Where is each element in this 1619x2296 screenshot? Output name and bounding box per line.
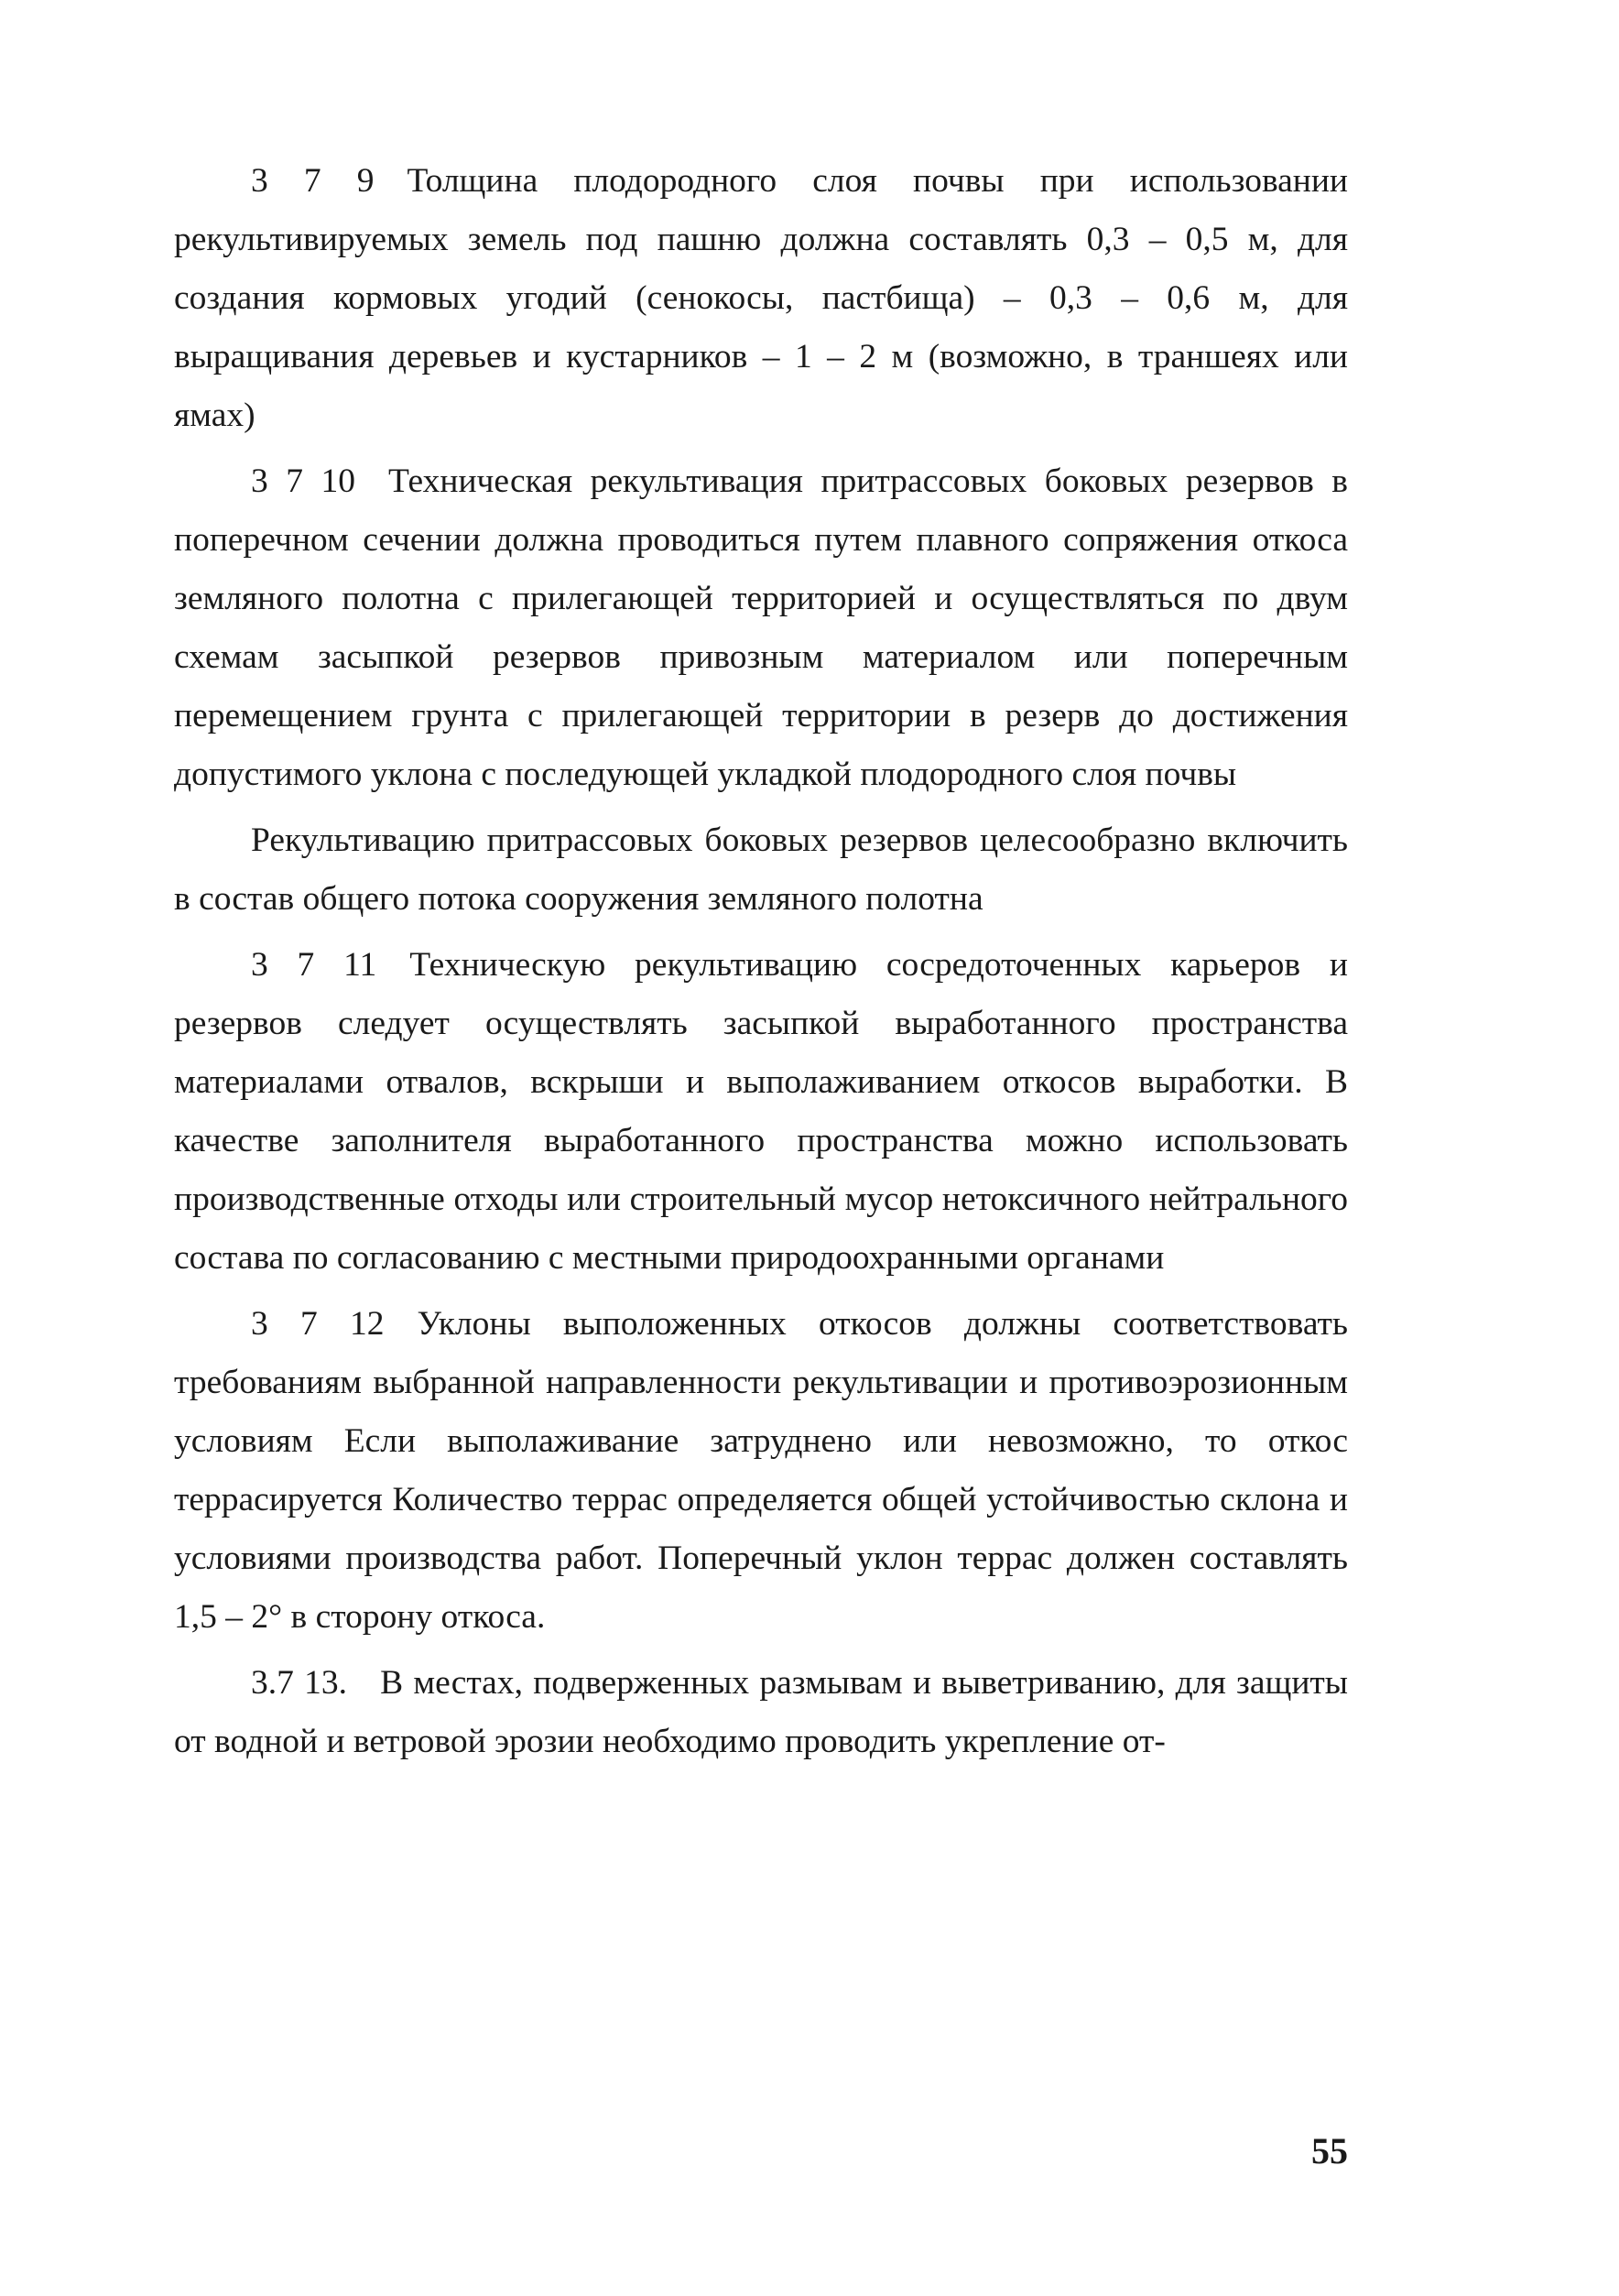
clause-number: 3.7 13.: [251, 1664, 348, 1702]
paragraph-text: Рекультивацию притрассовых боковых резервов целесообразно включить в состав общего потока сооружения земляного полотна: [174, 822, 1348, 918]
paragraph-text: Толщина плодородного слоя почвы при использовании рекультивируемых земель под пашню должна составлять 0,3 – 0,5 м, для создания кормовых угодий (сенокосы, пастбища) – 0,3 – 0,6 м, для выращивания деревьев и кустарников – 1 – 2 м (возможно, в траншеях или ямах): [174, 162, 1349, 434]
clause-number: 3 7 10: [251, 462, 356, 500]
page-number: 55: [1311, 2130, 1348, 2171]
clause-number: 3 7 11: [251, 946, 377, 984]
body-text: [174, 152, 1348, 1771]
paragraph-3-7-13: [174, 1654, 1348, 1771]
clause-number: 3 7 9: [251, 162, 375, 200]
paragraph-text: В местах, подверженных размывам и выветриванию, для защиты от водной и ветровой эрозии необходимо проводить укрепление от-: [174, 1664, 1348, 1760]
paragraph-3-7-12: [174, 1295, 1348, 1647]
paragraph-roadside-reserves: [174, 811, 1348, 929]
paragraph-text: Техническую рекультивацию сосредоточенных карьеров и резервов следует осуществлять засыпкой выработанного пространства материалами отвалов, вскрыши и выполаживанием откосов выработки. В качестве заполнителя выработанного пространства можно использовать производственные отходы или строительный мусор нетоксичного нейтрального состава по согласованию с местными природоохранными органами: [174, 946, 1348, 1277]
paragraph-text: Техническая рекультивация притрассовых боковых резервов в поперечном сечении должна проводиться путем плавного сопряжения откоса земляного полотна с прилегающей территорией и осуществляться по двум схемам засыпкой резервов привозным материалом или поперечным перемещением грунта с прилегающей территории в резерв до достижения допустимого уклона с последующей укладкой плодородного слоя почвы: [174, 462, 1348, 793]
paragraph-3-7-10: [174, 452, 1348, 804]
paragraph-text: Уклоны выположенных откосов должны соответствовать требованиям выбранной направленности рекультивации и противоэрозионным условиям Если выполаживание затруднено или невозможно, то откос террасируется Количество террас определяется общей устойчивостью склона и условиями производства работ. Поперечный уклон террас должен составлять 1,5 – 2° в сторону откоса.: [174, 1305, 1348, 1636]
paragraph-3-7-9: [174, 152, 1348, 445]
paragraph-3-7-11: [174, 936, 1348, 1288]
clause-number: 3 7 12: [251, 1305, 385, 1343]
